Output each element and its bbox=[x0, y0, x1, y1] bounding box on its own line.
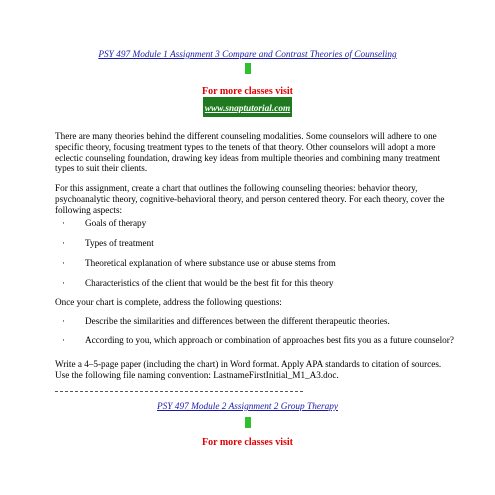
cta-text: For more classes visit bbox=[201, 437, 293, 448]
next-module-link[interactable]: PSY 497 Module 2 Assignment 2 Group Therapy bbox=[156, 402, 339, 412]
header-link[interactable]: PSY 497 Module 1 Assignment 3 Compare and Contrast Theories of Counseling bbox=[98, 50, 397, 60]
down-arrow-icon bbox=[245, 417, 251, 428]
separator-rule bbox=[55, 391, 303, 392]
bullet-mark: · bbox=[62, 278, 66, 288]
question-item: According to you, which approach or combination of approaches best fits you as a future counselor? bbox=[85, 335, 454, 345]
site-link[interactable]: www.snaptutorial.com bbox=[204, 104, 291, 114]
questions-intro: Once your chart is complete, address the following questions: bbox=[55, 297, 282, 307]
arrow-row bbox=[0, 61, 495, 79]
header-row bbox=[0, 44, 495, 62]
closing-paragraph: Write a 4–5-page paper (including the chart) in Word format. Apply APA standards to citation of sources. Use the following file naming convention: LastnameFirstInitial_M1_A3.doc. bbox=[55, 359, 442, 380]
next-link-row bbox=[0, 396, 495, 414]
aspect-item: Goals of therapy bbox=[85, 218, 147, 228]
site-row bbox=[0, 97, 495, 117]
site-badge[interactable] bbox=[203, 97, 292, 117]
down-arrow-icon bbox=[245, 63, 251, 74]
intro-paragraph: There are many theories behind the different counseling modalities. Some counselors will adhere to one specific theory, focusing treatment types to the tenets of that theory. Other counselors will adopt a more eclectic counseling foundation, drawing key ideas from multiple theories and combining many treatment types to suit their clients. bbox=[55, 131, 440, 174]
cta-row-2 bbox=[0, 432, 495, 450]
aspect-item: Types of treatment bbox=[85, 238, 154, 248]
bullet-mark: · bbox=[62, 258, 66, 268]
arrow-row-2 bbox=[0, 415, 495, 433]
bullet-mark: · bbox=[62, 238, 66, 248]
bullet-mark: · bbox=[62, 335, 66, 345]
cta-text: For more classes visit bbox=[201, 86, 293, 97]
assignment-paragraph: For this assignment, create a chart that outlines the following counseling theories: behavior theory, psychoanalytic theory, cognitive-behavioral theory, and person centered theory. For each theory, cover the following aspects: bbox=[55, 183, 445, 215]
question-item: Describe the similarities and differences between the different therapeutic theories. bbox=[85, 316, 390, 326]
bullet-mark: · bbox=[62, 316, 66, 326]
aspect-item: Characteristics of the client that would be the best fit for this theory bbox=[85, 278, 334, 288]
aspect-item: Theoretical explanation of where substance use or abuse stems from bbox=[85, 258, 336, 268]
bullet-mark: · bbox=[62, 218, 66, 228]
